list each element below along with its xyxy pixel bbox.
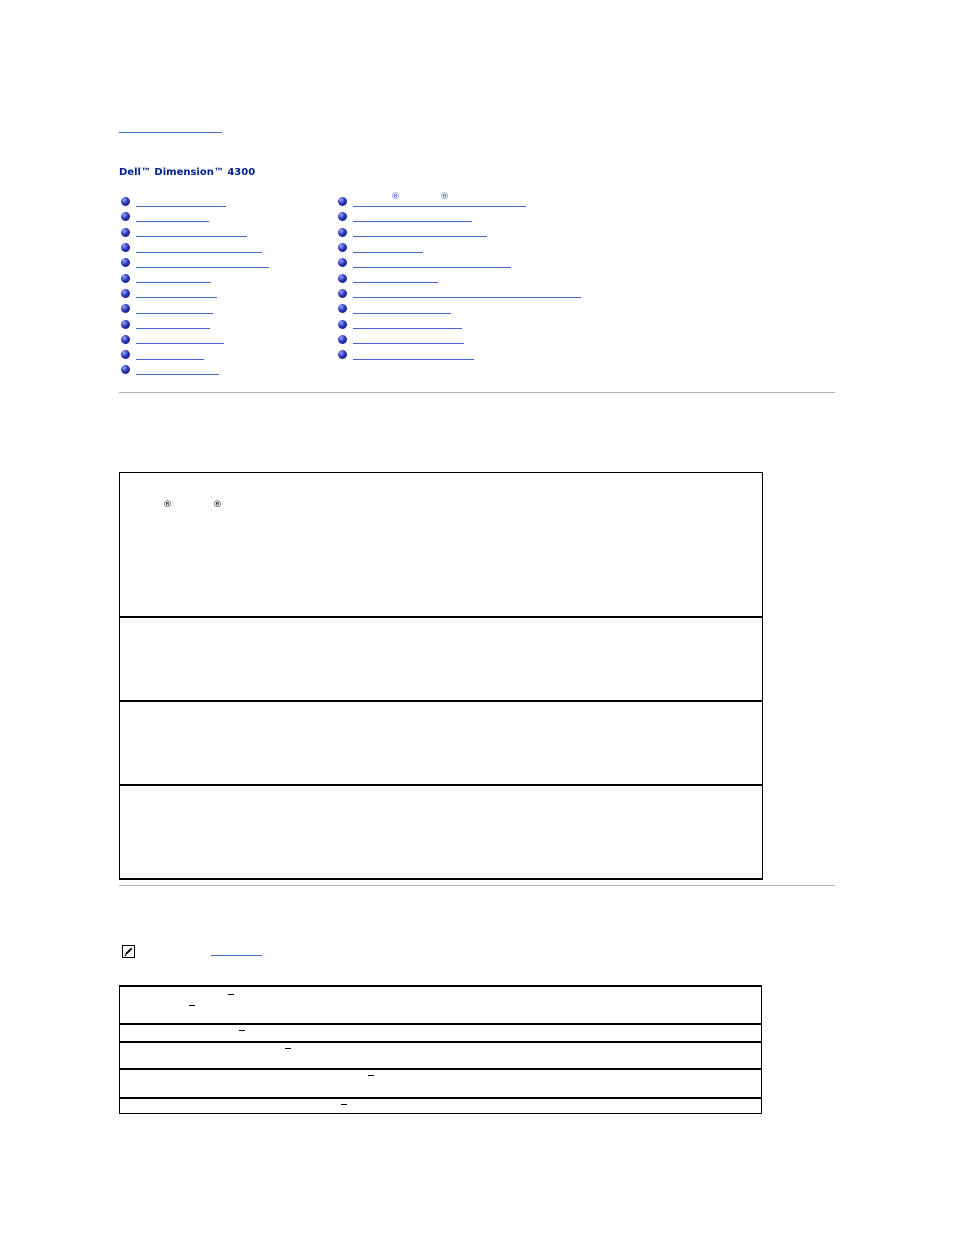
- bullet-icon: [121, 258, 130, 267]
- toc-item[interactable]: [121, 286, 269, 301]
- spec-row-processor: [120, 473, 762, 618]
- toc-link[interactable]: [353, 227, 487, 237]
- toc-link[interactable]: [353, 273, 438, 283]
- bullet-icon: [338, 212, 347, 221]
- toc-item[interactable]: [338, 347, 581, 362]
- registered-mark: ®: [213, 500, 222, 510]
- bullet-icon: [338, 335, 347, 344]
- registered-mark: ®: [163, 500, 172, 510]
- toc-item[interactable]: [121, 209, 269, 224]
- toc-item[interactable]: [121, 270, 269, 285]
- toc-link[interactable]: [136, 227, 247, 237]
- table-row: [119, 985, 762, 1023]
- bullet-icon: [338, 197, 347, 206]
- bullet-icon: [121, 228, 130, 237]
- toc-link[interactable]: [353, 319, 462, 329]
- toc-item[interactable]: [121, 362, 269, 377]
- toc-item[interactable]: [338, 332, 581, 347]
- table-row: [119, 1023, 762, 1041]
- spec-row: [120, 618, 762, 702]
- footnote-dash: [189, 1005, 195, 1006]
- toc-item[interactable]: [338, 240, 581, 255]
- section-divider: [119, 885, 835, 886]
- toc-link[interactable]: [136, 197, 226, 207]
- toc-item[interactable]: [121, 301, 269, 316]
- toc-item[interactable]: [338, 286, 581, 301]
- toc-item[interactable]: [338, 270, 581, 285]
- bullet-icon: [338, 350, 347, 359]
- toc-link[interactable]: [136, 288, 217, 298]
- toc-item[interactable]: [121, 255, 269, 270]
- toc-item[interactable]: [121, 225, 269, 240]
- toc-link[interactable]: [136, 212, 209, 222]
- page-title: Dell™ Dimension™ 4300: [119, 167, 256, 178]
- bullet-icon: [121, 212, 130, 221]
- toc-link[interactable]: [136, 350, 204, 360]
- footnote-dash: [228, 994, 234, 995]
- note-link[interactable]: [211, 946, 262, 956]
- toc-link[interactable]: [353, 243, 423, 253]
- bullet-icon: [121, 304, 130, 313]
- toc-item[interactable]: [121, 316, 269, 331]
- bullet-icon: [338, 304, 347, 313]
- toc-link[interactable]: [136, 304, 213, 314]
- footnote-dash: [285, 1048, 291, 1049]
- toc-link[interactable]: [353, 288, 581, 298]
- spec-row: [120, 702, 762, 786]
- toc-link[interactable]: [136, 319, 210, 329]
- bullet-icon: [121, 350, 130, 359]
- bullet-icon: [338, 228, 347, 237]
- bullet-icon: [121, 197, 130, 206]
- toc-item[interactable]: [338, 191, 581, 209]
- toc-item[interactable]: [338, 316, 581, 331]
- bullet-icon: [338, 289, 347, 298]
- toc-link[interactable]: [136, 243, 262, 253]
- toc-left-column: [121, 194, 269, 378]
- table-row: [119, 1041, 762, 1068]
- toc-link[interactable]: [353, 350, 474, 360]
- toc-item[interactable]: [121, 240, 269, 255]
- toc-item[interactable]: [338, 225, 581, 240]
- toc-link[interactable]: [353, 191, 526, 207]
- toc-right-column: [338, 191, 581, 362]
- toc-link[interactable]: [353, 334, 464, 344]
- bullet-icon: [338, 243, 347, 252]
- toc-link[interactable]: [353, 304, 451, 314]
- spec-row: [120, 786, 762, 880]
- toc-link[interactable]: [136, 365, 219, 375]
- bullet-icon: [121, 274, 130, 283]
- toc-link[interactable]: [353, 258, 511, 268]
- section-divider: [119, 392, 835, 393]
- toc-item[interactable]: [121, 332, 269, 347]
- bullet-icon: [338, 258, 347, 267]
- toc-item[interactable]: [121, 194, 269, 209]
- footnote-dash: [239, 1030, 245, 1031]
- bullet-icon: [121, 243, 130, 252]
- footnote-dash: [341, 1104, 347, 1105]
- table-row: [119, 1068, 762, 1097]
- note-pencil-icon: [122, 945, 135, 958]
- toc-item[interactable]: [338, 209, 581, 224]
- toc-link[interactable]: [136, 273, 211, 283]
- back-to-contents-link[interactable]: [119, 122, 222, 133]
- registered-mark: ®: [440, 191, 449, 202]
- toc-link[interactable]: [136, 334, 224, 344]
- table-row: [119, 1097, 762, 1114]
- specs-table: [119, 985, 762, 1114]
- specifications-box: [119, 472, 763, 880]
- toc-item[interactable]: [121, 347, 269, 362]
- toc-link[interactable]: [353, 212, 472, 222]
- bullet-icon: [121, 289, 130, 298]
- bullet-icon: [121, 320, 130, 329]
- footnote-dash: [368, 1075, 374, 1076]
- toc-item[interactable]: [338, 255, 581, 270]
- bullet-icon: [121, 365, 130, 374]
- toc-link[interactable]: [136, 258, 269, 268]
- registered-mark: ®: [391, 191, 400, 202]
- toc-item[interactable]: [338, 301, 581, 316]
- bullet-icon: [338, 274, 347, 283]
- bullet-icon: [338, 320, 347, 329]
- bullet-icon: [121, 335, 130, 344]
